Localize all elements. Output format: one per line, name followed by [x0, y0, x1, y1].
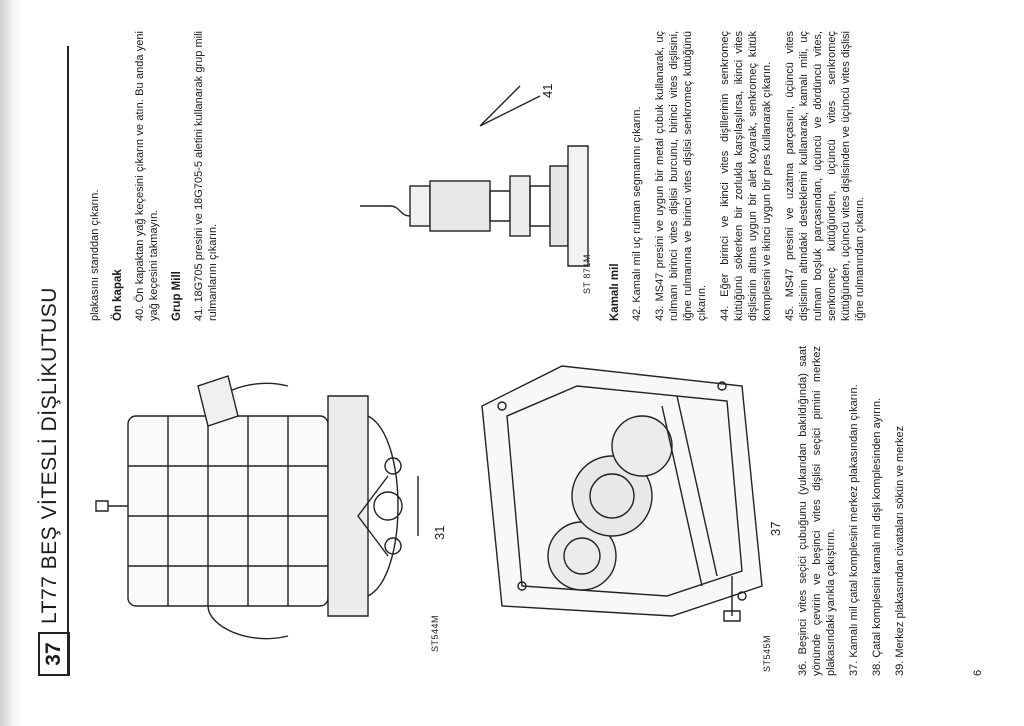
layshaft-fork-assembly-illustration	[462, 346, 792, 646]
text-column-2-top	[88, 31, 229, 321]
step-42: 42. Kamalı mil uç rulman segmanını çıkarın.	[631, 106, 643, 321]
step-39: 39. Merkez plakasından civataları sökün ve merkez	[894, 425, 906, 676]
step-38: 38. Çatal komplesini kamalı mil dişli komplesinden ayırın.	[871, 397, 883, 676]
heading-grup-mill: Grup Mill	[171, 271, 183, 321]
step-37: 37. Kamalı mil çatal komplesini merkez plakasından çıkarın.	[848, 384, 860, 676]
step-44: 44. Eğer birinci ve ikinci vites dişlilerinin senkromeç kütüğünü sökerken bir zorlukla karşılaşılırsa, ikinci vites dişlisinin altına uygun bir alet koyarak, senkromeç kütük komplesini ve ikinci uygun bir pres kullanarak çıkarın.	[719, 31, 773, 321]
callout-41: 41	[540, 83, 555, 98]
callout-37: 37	[768, 521, 783, 536]
text-column-1	[796, 346, 916, 676]
callout-31: 31	[432, 525, 447, 540]
step-41: 41. 18G705 presini ve 18G705-5 aletini kullanarak grup mili rulmanlarını çıkarın.	[193, 31, 219, 321]
header-rule	[67, 46, 69, 676]
step-45: 45. MS47 presini ve uzatma parçasını, üçüncü vites dişlisinin altındaki desteklerini kullanarak, kamalı mili, uç rulman boşluk parçasından, üçüncü ve dördüncü vites, senkromeç kütüğünden, üçüncü vites senkromeç kütüğünden, üçüncü vites dişlisinden ve üçüncü vites dişlisi iğne rulmanından çıkarın.	[784, 31, 866, 321]
page-number-box: 37	[38, 632, 70, 676]
figure-code-st544m: ST544M	[430, 614, 440, 652]
text-column-2-bottom	[604, 31, 876, 321]
gearbox-housing-illustration	[88, 356, 448, 656]
step-39-continued: plakasını standdan çıkarın.	[89, 189, 101, 321]
footer-page-number: 6	[972, 669, 984, 676]
step-40: 40. Ön kapaktan yağ keçesini çıkarın ve atın. Bu anda yeni yağ keçesini takmayın.	[134, 31, 160, 321]
bearing-press-illustration	[350, 26, 600, 326]
page-title: LT77 BEŞ VİTESLİ DİŞLİKUTUSU	[38, 287, 61, 624]
heading-kamali-mil: Kamalı mil	[609, 263, 621, 321]
step-36: 36. Beşinci vites seçici çubuğunu (yukarıdan bakıldığında) saat yönünde çevirin ve beşinci vites dişlisi seçici pimini merkez plakasındaki yarıkla çakıştırın.	[797, 346, 837, 676]
figure-code-st545m: ST545M	[762, 634, 772, 672]
step-43: 43. MS47 presini ve uygun bir metal çubuk kullanarak, uç rulmanı birinci vites dişlisi burcunu, birinci vites dişlisini, iğne rulmanına ve birinci vites dişlisi senkromeç kütüğünü çıkarın.	[654, 31, 708, 321]
figure-code-st871m: ST 871M	[582, 254, 592, 294]
heading-on-kapak: Ön kapak	[112, 269, 124, 321]
